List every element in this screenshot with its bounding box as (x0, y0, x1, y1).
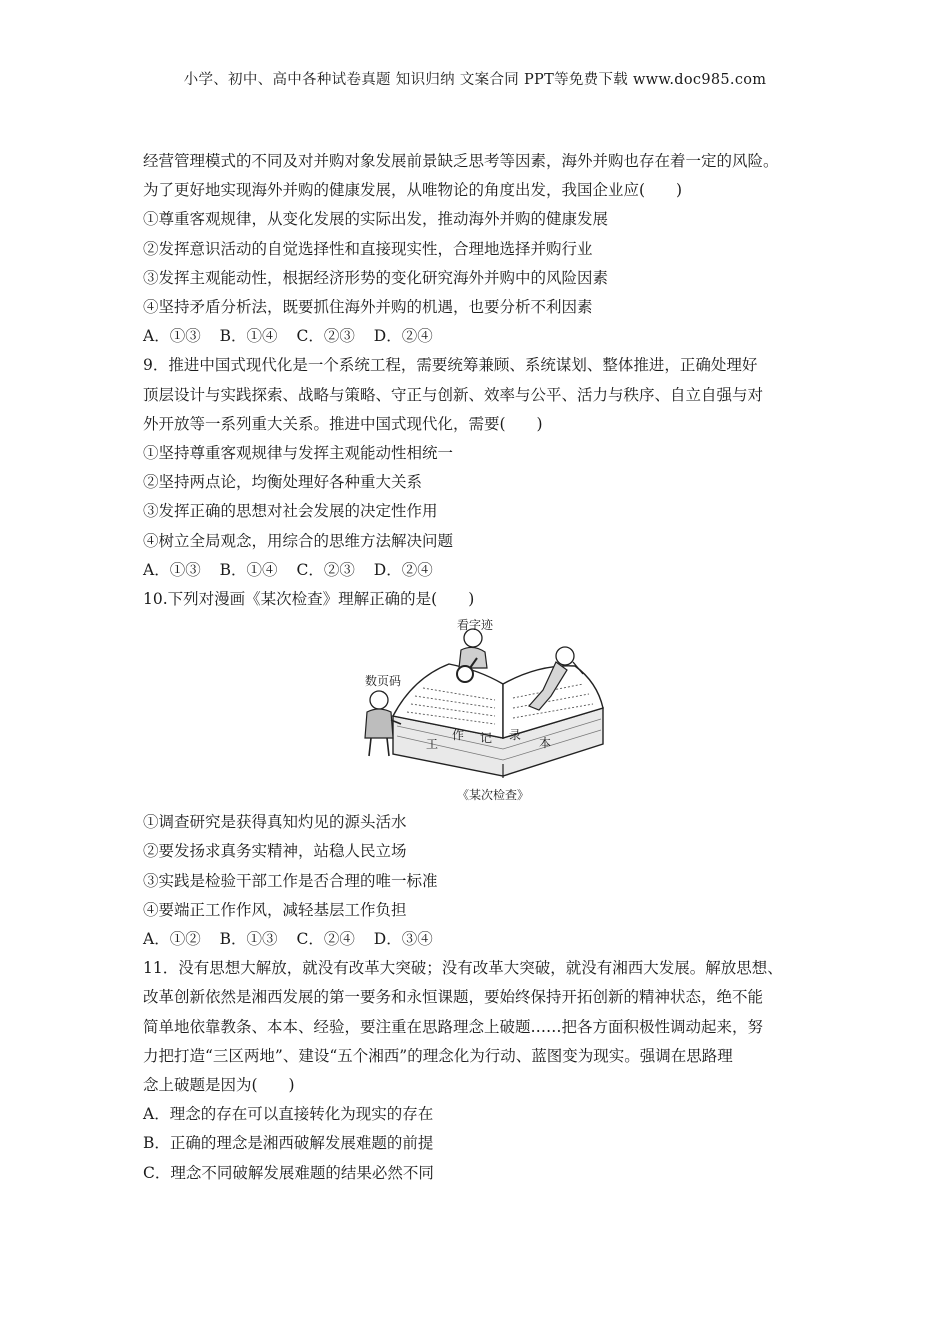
q11-stem-line: 简单地依靠教条、本本、经验，要注重在思路理念上破题……把各方面积极性调动起来，努 (143, 1017, 764, 1036)
cartoon-label-left: 数页码 (365, 674, 402, 689)
question-content (143, 147, 843, 1188)
q11-option-b: B．正确的理念是湘西破解发展难题的前提 (143, 1134, 434, 1153)
q11-stem-line: 力把打造“三区两地”、建设“五个湘西”的理念化为行动、蓝图变为现实。强调在思路理 (143, 1046, 733, 1065)
cartoon-illustration (353, 616, 633, 781)
q10-stem: 10.下列对漫画《某次检查》理解正确的是( ) (143, 590, 475, 609)
q8-option-a: A．①③ (143, 327, 201, 346)
question-10 (143, 585, 843, 954)
q11-option-a: A．理念的存在可以直接转化为现实的存在 (143, 1105, 434, 1124)
q10-statement-2: ②要发扬求真务实精神，站稳人民立场 (143, 842, 407, 861)
q9-option-b: B．①④ (219, 560, 278, 579)
cartoon-caption: 《某次检查》 (456, 788, 529, 803)
cartoon-label-top: 看字迹 (457, 618, 494, 633)
q8-option-c: C．②③ (296, 327, 355, 346)
q9-statement-2: ②坚持两点论，均衡处理好各种重大关系 (143, 473, 423, 492)
q11-stem-line: 念上破题是因为( ) (143, 1076, 295, 1095)
q11-stem-line: 改革创新依然是湘西发展的第一要务和永恒课题，要始终保持开拓创新的精神状态，绝不能 (143, 988, 764, 1007)
q8-line: 经营管理模式的不同及对并购对象发展前景缺乏思考等因素，海外并购也存在着一定的风险。 (143, 152, 779, 170)
page-header: 小学、初中、高中各种试卷真题 知识归纳 文案合同 PPT等免费下载 www.doc985.com (183, 72, 767, 88)
q10-option-b: B．①③ (219, 930, 278, 949)
q10-option-d: D．③④ (373, 930, 433, 949)
q8-option-b: B．①④ (219, 327, 278, 346)
q8-statement-1: ①尊重客观规律，从变化发展的实际出发，推动海外并购的健康发展 (143, 210, 609, 229)
q8-statement-4: ④坚持矛盾分析法，既要抓住海外并购的机遇，也要分析不利因素 (143, 298, 593, 317)
q9-option-d: D．②④ (373, 560, 433, 579)
q9-stem-line: 顶层设计与实践探索、战略与策略、守正与创新、效率与公平、活力与秩序、自立自强与对 (143, 385, 764, 404)
cartoon-figure (143, 616, 843, 806)
q10-statement-4: ④要端正工作作风，减轻基层工作负担 (143, 900, 407, 919)
q10-statement-3: ③实践是检验干部工作是否合理的唯一标准 (143, 871, 438, 890)
book-cover-char: 工 (426, 737, 439, 752)
question-11 (143, 954, 843, 1188)
q11-option-c: C．理念不同破解发展难题的结果必然不同 (143, 1163, 434, 1182)
q9-statement-4: ④树立全局观念，用综合的思维方法解决问题 (143, 531, 454, 550)
q9-statement-1: ①坚持尊重客观规律与发挥主观能动性相统一 (143, 444, 454, 463)
q10-option-c: C．②④ (296, 930, 355, 949)
q10-statement-1: ①调查研究是获得真知灼见的源头活水 (143, 813, 407, 832)
q8-statement-2: ②发挥意识活动的自觉选择性和直接现实性，合理地选择并购行业 (143, 239, 593, 258)
q8-option-d: D．②④ (373, 327, 433, 346)
q11-stem-line: 11．没有思想大解放，就没有改革大突破；没有改革大突破，就没有湘西大发展。解放思想、 (143, 959, 783, 978)
book-cover-char: 本 (539, 736, 552, 751)
q9-statement-3: ③发挥正确的思想对社会发展的决定性作用 (143, 502, 438, 521)
q8-statement-3: ③发挥主观能动性，根据经济形势的变化研究海外并购中的风险因素 (143, 268, 609, 287)
book-cover-char: 作 (452, 728, 465, 743)
q10-option-a: A．①② (143, 930, 201, 949)
q9-option-a: A．①③ (143, 560, 201, 579)
q8-options (143, 322, 843, 351)
book-cover-char: 记 (480, 731, 493, 746)
q9-stem-line: 9．推进中国式现代化是一个系统工程，需要统筹兼顾、系统谋划、整体推进，正确处理好 (143, 356, 758, 375)
question-8 (143, 147, 843, 351)
book-cover-char: 录 (509, 728, 522, 743)
q10-options (143, 925, 843, 954)
q9-stem-line: 外开放等一系列重大关系。推进中国式现代化，需要( ) (143, 414, 543, 433)
question-9 (143, 351, 843, 585)
q9-options (143, 556, 843, 585)
q8-line: 为了更好地实现海外并购的健康发展，从唯物论的角度出发，我国企业应( ) (143, 181, 683, 200)
q9-option-c: C．②③ (296, 560, 355, 579)
